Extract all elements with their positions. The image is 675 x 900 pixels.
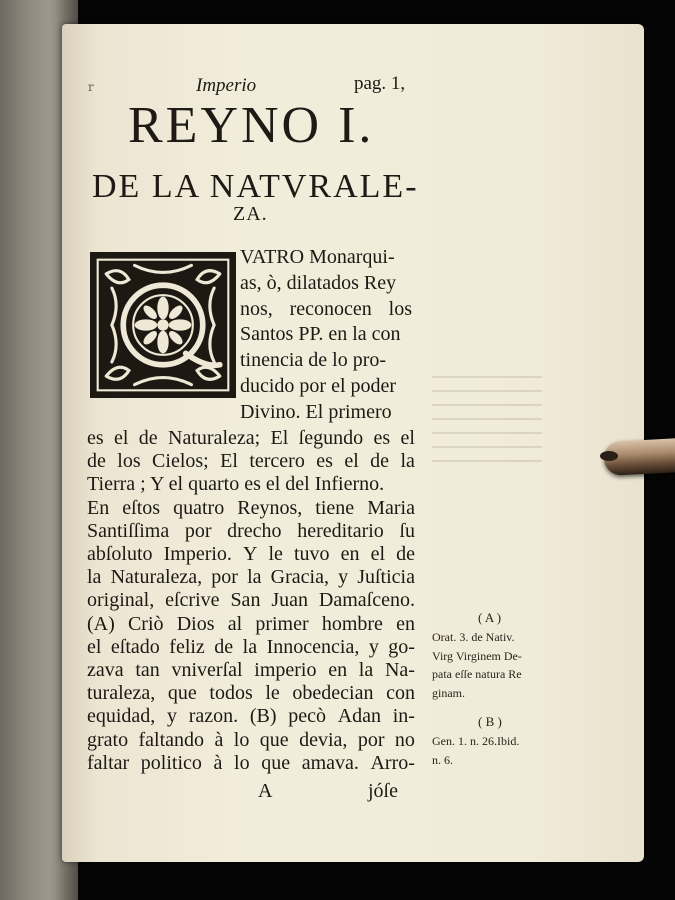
word: turaleza, xyxy=(87,682,156,705)
word: Santiſſima xyxy=(87,519,170,542)
word: En xyxy=(87,496,110,519)
word: pecò xyxy=(288,705,326,728)
text-line xyxy=(87,566,415,589)
word: faltando xyxy=(138,728,205,751)
word: la xyxy=(400,450,415,473)
text-line xyxy=(240,298,412,321)
word: de xyxy=(370,450,390,473)
catchword: jóſe xyxy=(368,780,398,802)
text-line xyxy=(240,349,386,372)
word: de xyxy=(214,635,234,658)
word: los xyxy=(388,297,412,320)
text-line xyxy=(87,473,384,496)
text-line xyxy=(87,729,415,752)
word: feliz xyxy=(169,635,205,658)
text-line xyxy=(240,375,396,398)
word: Y el quarto es el del Infierno. xyxy=(149,473,385,496)
word: la xyxy=(358,659,374,681)
word: todos xyxy=(209,682,253,705)
page-number: pag. 1, xyxy=(354,73,406,94)
word: el xyxy=(87,635,102,658)
page-title: REYNO I. xyxy=(128,97,375,154)
word: la xyxy=(247,566,262,589)
word: eſtado xyxy=(110,635,160,658)
word: es xyxy=(373,427,391,449)
word: en xyxy=(340,543,360,565)
margin-note-line: Virg Virginem De- xyxy=(432,648,522,663)
page-subtitle: DE LA NATVRALE- xyxy=(92,168,419,205)
word: Damaſceno. xyxy=(318,589,415,612)
word: in- xyxy=(392,705,415,728)
word: quatro xyxy=(173,496,225,519)
word: Reynos, xyxy=(237,496,303,519)
margin-note-line: Gen. 1. n. 26.Ibid. xyxy=(432,734,520,748)
word: hereditario xyxy=(297,519,384,542)
word: de xyxy=(87,450,106,473)
corner-mark: r xyxy=(88,80,94,94)
word: VATRO Monarqui- xyxy=(240,246,395,268)
word: Naturaleza, xyxy=(110,566,203,589)
running-head: Imperio xyxy=(196,75,257,96)
word: à xyxy=(213,751,223,774)
word: (A) xyxy=(87,612,115,635)
word: politico xyxy=(140,751,202,774)
margin-note-line: pata eſſe natura Re xyxy=(432,667,522,681)
ornamental-drop-cap-icon xyxy=(90,252,236,398)
word: Dios xyxy=(176,612,215,635)
text-line xyxy=(87,752,415,775)
text-line xyxy=(87,682,415,705)
word: Santos PP. en la con xyxy=(240,323,401,346)
margin-note-line: Orat. 3. de Nativ. xyxy=(432,630,515,644)
text-line xyxy=(240,401,392,424)
word: tercero xyxy=(249,450,305,473)
word: el xyxy=(400,427,415,449)
word: faltar xyxy=(87,751,130,774)
word: à xyxy=(214,728,224,751)
word: el xyxy=(114,427,129,449)
word: El xyxy=(220,450,238,473)
word: por xyxy=(211,566,238,589)
text-line xyxy=(87,636,415,659)
word: tinencia de lo pro- xyxy=(240,349,387,372)
word: Naturaleza; xyxy=(168,427,261,449)
word: Y xyxy=(242,543,258,565)
word: go- xyxy=(388,635,415,658)
word: es xyxy=(316,450,333,473)
word: equidad, xyxy=(87,705,156,728)
word: drecho xyxy=(227,519,282,542)
text-line xyxy=(87,497,415,520)
word: lo xyxy=(234,751,250,774)
word: con xyxy=(386,682,415,705)
word: vniverſal xyxy=(171,659,243,681)
word: Cielos; xyxy=(152,450,209,473)
word: eſtos xyxy=(122,496,161,519)
signature-mark: A xyxy=(258,780,273,802)
text-line xyxy=(240,323,401,346)
word: por xyxy=(184,519,212,542)
word: le xyxy=(268,543,283,565)
word: que xyxy=(261,751,291,774)
word: (B) xyxy=(249,705,277,728)
word: nos, xyxy=(240,297,273,320)
word: amava. xyxy=(301,751,359,774)
word: primer xyxy=(255,612,309,635)
word: Innocencia, xyxy=(266,635,360,658)
word: es xyxy=(87,427,104,449)
word: en xyxy=(328,659,348,681)
word: que xyxy=(167,682,197,705)
word: no xyxy=(394,728,415,751)
word: Maria xyxy=(367,496,415,519)
word: lo xyxy=(233,728,250,751)
word: Imperio. xyxy=(163,543,232,565)
word: los xyxy=(117,450,141,473)
word: ſu xyxy=(399,519,415,542)
margin-note-a-label: ( A ) xyxy=(478,610,502,625)
margin-note-line: ginam. xyxy=(432,685,465,700)
text-line xyxy=(87,705,415,728)
word: razon. xyxy=(188,705,239,728)
text-line xyxy=(87,450,415,473)
word: Tierra ; xyxy=(87,473,146,496)
page-subtitle-continued: ZA. xyxy=(233,203,268,225)
text-line xyxy=(87,589,415,612)
word: El xyxy=(270,427,289,449)
text-line xyxy=(87,520,415,543)
word: Gracia, xyxy=(270,566,329,589)
word: original, xyxy=(87,589,155,612)
word: obedecian xyxy=(292,682,374,705)
word: en xyxy=(396,612,415,635)
word: la xyxy=(242,635,258,658)
word: Juan xyxy=(271,589,309,612)
word: Criò xyxy=(127,612,164,635)
text-line xyxy=(87,613,415,636)
word: as, ò, dilatados Rey xyxy=(240,271,397,294)
word: devia, xyxy=(299,728,348,751)
word: abſoluto xyxy=(87,543,153,565)
word: eſcrive xyxy=(165,589,220,612)
word: ſegundo xyxy=(298,427,364,449)
word: de xyxy=(396,543,415,565)
show-through-text xyxy=(432,372,542,462)
word: ducido por el poder xyxy=(240,375,397,397)
word: hombre xyxy=(321,612,383,635)
text-line xyxy=(87,659,415,682)
word: y xyxy=(368,635,379,658)
word: Juſticia xyxy=(357,566,415,589)
margin-note-b-label: ( B ) xyxy=(478,714,502,729)
word: que xyxy=(259,728,289,751)
text-line xyxy=(87,427,415,450)
word: de xyxy=(138,427,158,449)
text-line xyxy=(87,543,415,566)
word: el xyxy=(370,543,386,565)
word: Divino. El primero xyxy=(240,400,392,423)
word: zava xyxy=(87,659,124,681)
word: el xyxy=(344,450,359,473)
word: y xyxy=(338,566,349,589)
word: tan xyxy=(135,659,160,681)
word: le xyxy=(265,682,280,705)
word: Arro- xyxy=(370,751,415,774)
bookmark-tip xyxy=(600,451,618,461)
word: y xyxy=(167,705,178,728)
word: la xyxy=(87,566,102,589)
text-line xyxy=(240,272,396,295)
word: grato xyxy=(87,728,129,751)
text-line xyxy=(240,246,395,269)
word: San xyxy=(230,589,261,612)
margin-note-line: n. 6. xyxy=(432,752,453,767)
word: reconocen xyxy=(289,297,372,320)
word: por xyxy=(357,728,385,751)
word: tiene xyxy=(315,496,355,519)
word: tuvo xyxy=(294,543,330,565)
word: Na- xyxy=(384,659,415,681)
word: imperio xyxy=(254,659,317,681)
word: al xyxy=(227,612,243,635)
word: Adan xyxy=(337,705,382,728)
